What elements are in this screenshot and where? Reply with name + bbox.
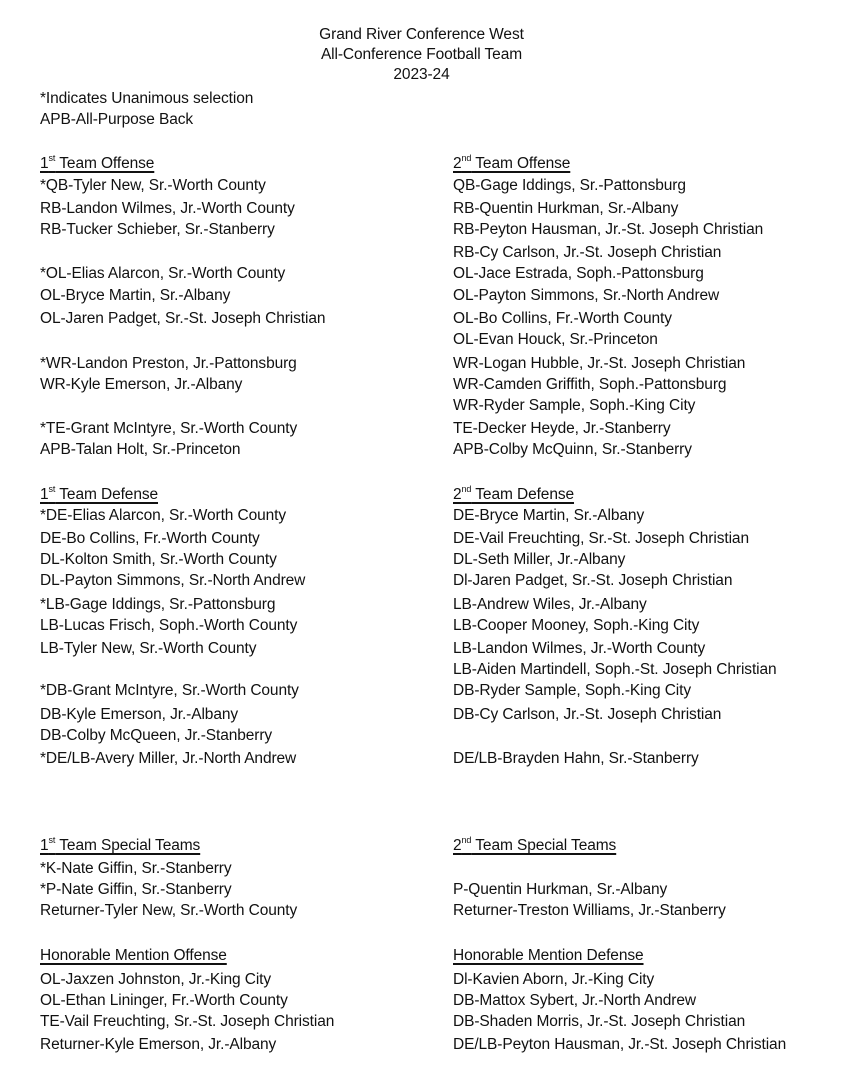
player-entry: LB-Aiden Martindell, Soph.-St. Joseph Christian	[453, 661, 777, 678]
player-entry: DL-Seth Miller, Jr.-Albany	[453, 551, 626, 568]
heading-honorable-mention-defense: Honorable Mention Defense	[453, 947, 644, 964]
heading-second-team-offense: 2nd Team Offense	[453, 153, 571, 172]
player-entry: P-Quentin Hurkman, Sr.-Albany	[453, 881, 668, 898]
player-entry: LB-Landon Wilmes, Jr.-Worth County	[453, 640, 706, 657]
player-entry: WR-Camden Griffith, Soph.-Pattonsburg	[453, 376, 727, 393]
player-entry: DE-Bryce Martin, Sr.-Albany	[453, 507, 645, 524]
player-entry: OL-Jaxzen Johnston, Jr.-King City	[40, 971, 272, 988]
player-entry: OL-Jaren Padget, Sr.-St. Joseph Christian	[40, 310, 326, 327]
player-entry: TE-Decker Heyde, Jr.-Stanberry	[453, 420, 671, 437]
player-entry: OL-Bryce Martin, Sr.-Albany	[40, 287, 231, 304]
player-entry: *TE-Grant McIntyre, Sr.-Worth County	[40, 420, 298, 437]
player-entry: *DB-Grant McIntyre, Sr.-Worth County	[40, 682, 299, 699]
doc-title-line2: All-Conference Football Team	[320, 46, 523, 63]
player-entry: Dl-Kavien Aborn, Jr.-King City	[453, 971, 655, 988]
player-entry: DB-Mattox Sybert, Jr.-North Andrew	[453, 992, 696, 1009]
player-entry: *K-Nate Giffin, Sr.-Stanberry	[40, 860, 232, 877]
player-entry: DB-Colby McQueen, Jr.-Stanberry	[40, 727, 273, 744]
player-entry: DB-Ryder Sample, Soph.-King City	[453, 682, 692, 699]
player-entry: *DE/LB-Avery Miller, Jr.-North Andrew	[40, 750, 297, 767]
player-entry: *QB-Tyler New, Sr.-Worth County	[40, 177, 266, 194]
player-entry: LB-Andrew Wiles, Jr.-Albany	[453, 596, 647, 613]
player-entry: WR-Ryder Sample, Soph.-King City	[453, 397, 696, 414]
legend-unanimous: *Indicates Unanimous selection	[40, 90, 254, 107]
player-entry: *LB-Gage Iddings, Sr.-Pattonsburg	[40, 596, 276, 613]
player-entry: RB-Landon Wilmes, Jr.-Worth County	[40, 200, 295, 217]
player-entry: RB-Tucker Schieber, Sr.-Stanberry	[40, 221, 275, 238]
player-entry: LB-Cooper Mooney, Soph.-King City	[453, 617, 700, 634]
player-entry: LB-Lucas Frisch, Soph.-Worth County	[40, 617, 298, 634]
player-entry: QB-Gage Iddings, Sr.-Pattonsburg	[453, 177, 686, 194]
player-entry: DL-Kolton Smith, Sr.-Worth County	[40, 551, 277, 568]
heading-second-team-defense: 2nd Team Defense	[453, 484, 575, 503]
player-entry: TE-Vail Freuchting, Sr.-St. Joseph Christian	[40, 1013, 335, 1030]
player-entry: DL-Payton Simmons, Sr.-North Andrew	[40, 572, 306, 589]
player-entry: *WR-Landon Preston, Jr.-Pattonsburg	[40, 355, 297, 372]
player-entry: APB-Talan Holt, Sr.-Princeton	[40, 441, 241, 458]
player-entry: Returner-Kyle Emerson, Jr.-Albany	[40, 1036, 277, 1053]
player-entry: APB-Colby McQuinn, Sr.-Stanberry	[453, 441, 692, 458]
player-entry: Returner-Treston Williams, Jr.-Stanberry	[453, 902, 726, 919]
player-entry: DB-Cy Carlson, Jr.-St. Joseph Christian	[453, 706, 722, 723]
player-entry: *OL-Elias Alarcon, Sr.-Worth County	[40, 265, 286, 282]
heading-honorable-mention-offense: Honorable Mention Offense	[40, 947, 227, 964]
player-entry: *P-Nate Giffin, Sr.-Stanberry	[40, 881, 232, 898]
heading-first-team-defense: 1st Team Defense	[40, 484, 159, 503]
player-entry: Dl-Jaren Padget, Sr.-St. Joseph Christian	[453, 572, 733, 589]
player-entry: OL-Ethan Lininger, Fr.-Worth County	[40, 992, 288, 1009]
player-entry: RB-Peyton Hausman, Jr.-St. Joseph Christian	[453, 221, 764, 238]
player-entry: *DE-Elias Alarcon, Sr.-Worth County	[40, 507, 287, 524]
player-entry: OL-Evan Houck, Sr.-Princeton	[453, 331, 658, 348]
player-entry: Returner-Tyler New, Sr.-Worth County	[40, 902, 298, 919]
player-entry: DB-Kyle Emerson, Jr.-Albany	[40, 706, 239, 723]
player-entry: OL-Jace Estrada, Soph.-Pattonsburg	[453, 265, 704, 282]
player-entry: DE/LB-Peyton Hausman, Jr.-St. Joseph Christian	[453, 1036, 787, 1053]
legend-apb: APB-All-Purpose Back	[40, 111, 194, 128]
player-entry: OL-Payton Simmons, Sr.-North Andrew	[453, 287, 720, 304]
heading-first-team-offense: 1st Team Offense	[40, 153, 155, 172]
heading-first-team-special-teams: 1st Team Special Teams	[40, 835, 201, 854]
player-entry: LB-Tyler New, Sr.-Worth County	[40, 640, 257, 657]
player-entry: DE-Vail Freuchting, Sr.-St. Joseph Christian	[453, 530, 749, 547]
player-entry: RB-Cy Carlson, Jr.-St. Joseph Christian	[453, 244, 722, 261]
doc-title-line1: Grand River Conference West	[319, 26, 524, 43]
player-entry: DE/LB-Brayden Hahn, Sr.-Stanberry	[453, 750, 699, 767]
player-entry: OL-Bo Collins, Fr.-Worth County	[453, 310, 672, 327]
player-entry: WR-Kyle Emerson, Jr.-Albany	[40, 376, 243, 393]
player-entry: RB-Quentin Hurkman, Sr.-Albany	[453, 200, 679, 217]
heading-second-team-special-teams: 2nd Team Special Teams	[453, 835, 617, 854]
player-entry: DE-Bo Collins, Fr.-Worth County	[40, 530, 260, 547]
player-entry: DB-Shaden Morris, Jr.-St. Joseph Christian	[453, 1013, 746, 1030]
doc-title-year: 2023-24	[393, 66, 450, 83]
player-entry: WR-Logan Hubble, Jr.-St. Joseph Christian	[453, 355, 746, 372]
